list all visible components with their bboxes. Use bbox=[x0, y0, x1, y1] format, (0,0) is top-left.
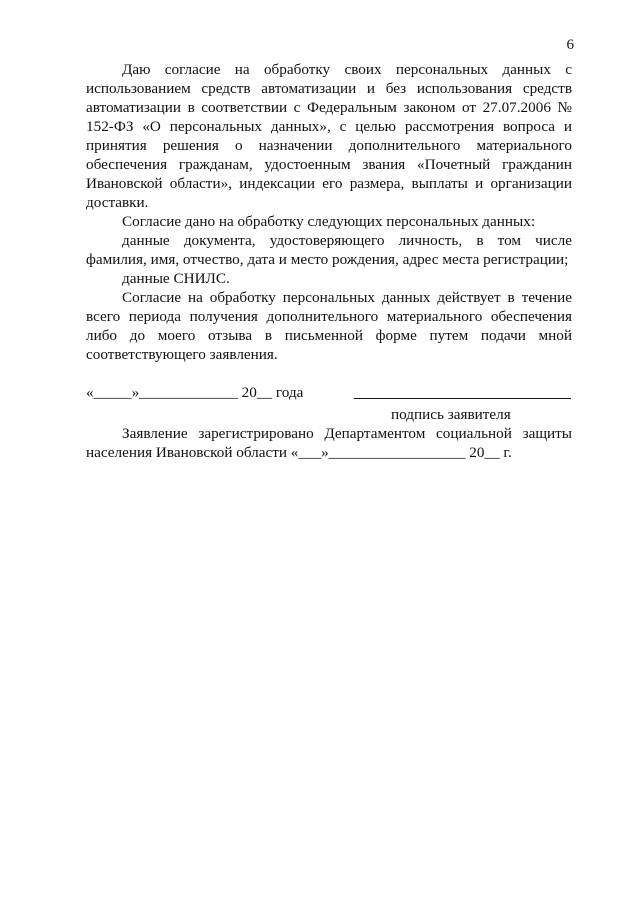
consent-paragraph-3: данные документа, удостоверяющего личность, в том числе фамилия, имя, отчество, дата и место рождения, адрес места регистрации; bbox=[86, 232, 572, 268]
signature-row bbox=[86, 383, 572, 405]
registration-note: Заявление зарегистрировано Департаментом социальной защиты населения Ивановской области «___»__________________ 20__ г. bbox=[86, 425, 572, 461]
consent-paragraph-1: Даю согласие на обработку своих персональных данных с использованием средств автоматизации и без использования средств автоматизации в соответствии с Федеральным законом от 27.07.2006 № 152-ФЗ «О персональных данных», с целью рассмотрения вопроса и принятия решения о назначении дополнительного материального обеспечения гражданам, удостоенным звания «Почетный гражданин Ивановской области», индексации его размера, выплаты и организации доставки. bbox=[86, 61, 572, 211]
signature-line bbox=[354, 398, 571, 399]
date-field: «_____»_____________ 20__ года bbox=[86, 384, 304, 401]
page-number: 6 bbox=[566, 37, 574, 53]
consent-section bbox=[86, 60, 572, 462]
consent-paragraph-2: Согласие дано на обработку следующих персональных данных: bbox=[122, 213, 536, 230]
signature-caption: подпись заявителя bbox=[391, 406, 511, 423]
consent-paragraph-5: Согласие на обработку персональных данных действует в течение всего периода получения дополнительного материального обеспечения либо до моего отзыва в письменной форме путем подачи мной соответствующего заявления. bbox=[86, 289, 572, 363]
consent-paragraph-4: данные СНИЛС. bbox=[122, 270, 230, 287]
